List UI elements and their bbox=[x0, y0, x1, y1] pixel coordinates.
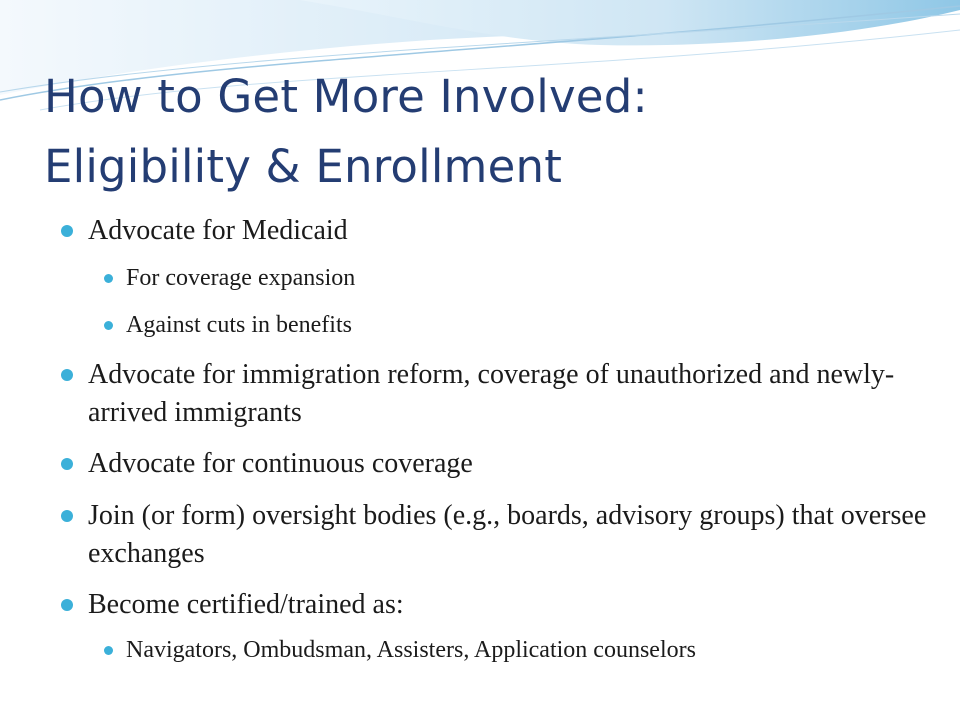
bullet-dot-icon bbox=[104, 321, 113, 330]
slide-title-line-2: Eligibility & Enrollment bbox=[44, 140, 563, 193]
bullet-item bbox=[88, 586, 938, 624]
bullet-text: Become certified/trained as: bbox=[88, 589, 404, 620]
sub-bullet-text: Against cuts in benefits bbox=[126, 312, 352, 338]
bullet-dot-icon bbox=[61, 369, 73, 381]
bullet-item bbox=[88, 497, 938, 573]
bullet-text: Advocate for continuous coverage bbox=[88, 448, 473, 479]
sub-bullet-item bbox=[126, 634, 946, 666]
slide-title bbox=[44, 62, 924, 202]
bullet-dot-icon bbox=[61, 599, 73, 611]
bullet-text: Join (or form) oversight bodies (e.g., boards, advisory groups) that oversee exchanges bbox=[88, 500, 927, 569]
bullet-text: Advocate for immigration reform, coverage of unauthorized and newly-arrived immigrants bbox=[88, 359, 895, 428]
bullet-dot-icon bbox=[61, 225, 73, 237]
bullet-item bbox=[88, 445, 938, 483]
bullet-item bbox=[88, 212, 938, 250]
bullet-item bbox=[88, 356, 938, 432]
bullet-dot-icon bbox=[104, 646, 113, 655]
sub-bullet-item bbox=[126, 309, 946, 341]
slide-title-line-1: How to Get More Involved: bbox=[44, 70, 648, 123]
bullet-text: Advocate for Medicaid bbox=[88, 215, 348, 246]
bullet-dot-icon bbox=[61, 510, 73, 522]
sub-bullet-text: Navigators, Ombudsman, Assisters, Application counselors bbox=[126, 637, 696, 663]
bullet-dot-icon bbox=[61, 458, 73, 470]
sub-bullet-item bbox=[126, 262, 946, 294]
sub-bullet-text: For coverage expansion bbox=[126, 265, 356, 291]
bullet-dot-icon bbox=[104, 274, 113, 283]
